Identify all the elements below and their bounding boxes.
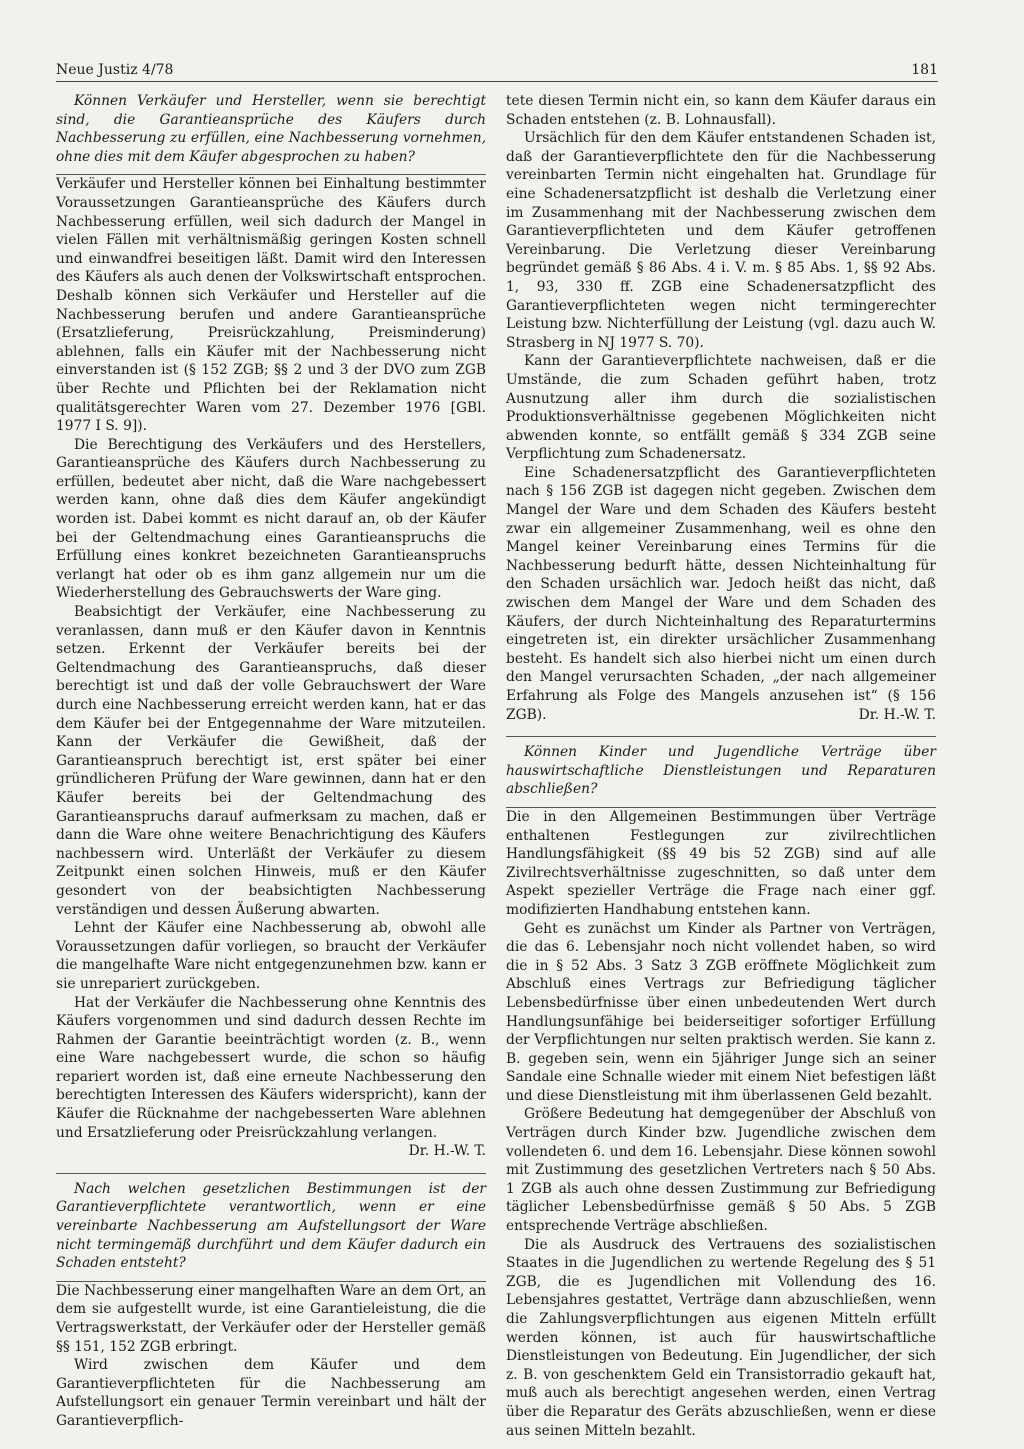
paragraph: Lehnt der Käufer eine Nachbesserung ab, obwohl alle Voraussetzungen dafür vorliegen, so braucht der Verkäufer die mangelhafte Ware nicht entgegenzunehmen bzw. kann er sie unrepariert zurückgeben. — [56, 920, 486, 992]
paragraph: Wird zwischen dem Käufer und dem Garantieverpflichteten für die Nachbesserung am Aufstellungsort ein genauer Termin vereinbart und hält der Garantieverpflich- — [56, 1357, 486, 1429]
page-number: 181 — [911, 62, 938, 78]
paragraph: Kann der Garantieverpflichtete nachweisen, daß er die Umstände, die zum Schaden geführt haben, trotz Ausnutzung aller ihm durch die sozialistischen Produktionsverhältnisse gegebenen Möglichkeiten nicht abwenden konnte, so entfällt gemäß § 334 ZGB seine Verpflichtung zum Schadenersatz. — [506, 353, 936, 463]
journal-title: Neue Justiz 4/78 — [56, 62, 174, 78]
paragraph: Geht es zunächst um Kinder als Partner von Verträgen, die das 6. Lebensjahr noch nicht vollendet haben, so wird die in § 52 Abs. 3 Satz 3 ZGB eröffnete Möglichkeit zum Abschluß eines Vertrags zur Befriedigung täglicher Lebensbedürfnisse über einen unbedeutenden Wert durch Handlungsunfähige bei beiderseitiger sofortiger Erfüllung der Verpflichtungen nur selten praktisch werden. Sie kann z. B. gegeben sein, wenn ein 5jähriger Junge sich an seiner Sandale eine Schnalle wieder mit einem Niet befestigen läßt und diese Dienstleistung mit ihm überlassenen Geld bezahlt. — [506, 920, 936, 1104]
paragraph: Ursächlich für den dem Käufer entstandenen Schaden ist, daß der Garantieverpflichtete den für die Nachbesserung vereinbarten Termin nicht eingehalten hat. Grundlage für eine Schadenersatzpflicht ist deshalb die Verletzung einer im Zusammenhang mit der Nachbesserung zwischen dem Garantieverpflichteten und dem Käufer getroffenen Vereinbarung. Die Verletzung dieser Vereinbarung begründet gemäß § 86 Abs. 4 i. V. m. § 85 Abs. 1, §§ 92 Abs. 1, 93, 330 ff. ZGB eine Schadenersatzpflicht des Garantieverpflichteten wegen nicht termingerechter Leistung bzw. Nichterfüllung der Leistung (vgl. dazu auch W. Strasberg in NJ 1977 S. 70). — [506, 130, 936, 351]
paragraph: tete diesen Termin nicht ein, so kann dem Käufer daraus ein Schaden entstehen (z. B. Lohnausfall). — [506, 93, 936, 128]
paragraph: Beabsichtigt der Verkäufer, eine Nachbesserung zu veranlassen, dann muß er den Käufer davon in Kenntnis setzen. Erkennt der Verkäufer bereits bei der Geltendmachung des Garantieanspruchs, daß dieser berechtigt ist und daß der volle Gebrauchswert der Ware durch eine Nachbesserung erreicht werden kann, hat er das dem Käufer bei der Entgegennahme der Ware mitzuteilen. Kann der Verkäufer die Gewißheit, daß der Garantieanspruch berechtigt ist, erst später bei einer gründlicheren Prüfung der Ware gewinnen, dann hat er den Käufer bereits bei der Geltendmachung des Garantieanspruchs darauf aufmerksam zu machen, daß er dann die Ware ohne weitere Benachrichtigung des Käufers nachbessern wird. Unterläßt der Verkäufer zu diesem Zeitpunkt einen solchen Hinweis, muß er den Käufer gesondert von der beabsichtigten Nachbesserung verständigen und dessen Äußerung abwarten. — [56, 604, 486, 918]
question-heading: Können Verkäufer und Hersteller, wenn sie berechtigt sind, die Garantieansprüche des Käufers durch Nachbesserung zu erfüllen, eine Nachbesserung vornehmen, ohne dies mit dem Käufer abgesprochen zu haben? — [56, 92, 486, 175]
right-column — [506, 92, 936, 1440]
paragraph: Die in den Allgemeinen Bestimmungen über Verträge enthaltenen Festlegungen zur zivilrechtlichen Handlungsfähigkeit (§§ 49 bis 52 ZGB) sind auf alle Zivilrechtsverhältnisse zugeschnitten, so daß unter dem Aspekt spezieller Verträge die Frage nach einer ggf. modifizierten Handhabung entstehen kann. — [506, 808, 936, 918]
paragraph: Die Berechtigung des Verkäufers und des Herstellers, Garantieansprüche des Käufers durch Nachbesserung zu erfüllen, bedeutet aber nicht, daß die Ware nachgebessert werden kann, ohne daß dies dem Käufer angekündigt worden ist. Dabei kommt es nicht darauf an, ob der Käufer bei der Geltendmachung eines Garantieanspruchs die Erfüllung eines konkret bezeichneten Garantieanspruchs verlangt hat oder ob es ihm ganz allgemein nur um die Wiederherstellung des Gebrauchswerts der Ware ging. — [56, 436, 486, 602]
paragraph: Hat der Verkäufer die Nachbesserung ohne Kenntnis des Käufers vorgenommen und sind dadurch dessen Rechte im Rahmen der Garantie beeinträchtigt worden (z. B., wenn eine Ware nachgebessert wurde, die schon so häufig repariert worden ist, daß eine erneute Nachbesserung den berechtigten Interessen des Käufers widerspricht), kann der Käufer die Rücknahme der nachgebesserten Ware ablehnen und Ersatzlieferung oder Preisrückzahlung verlangen. — [56, 994, 486, 1141]
left-column — [56, 92, 486, 1431]
paragraph: Größere Bedeutung hat demgegenüber der Abschluß von Verträgen durch Kinder bzw. Jugendliche zwischen dem vollendeten 6. und dem 16. Lebensjahr. Diese können sowohl mit Zustimmung des gesetzlichen Vertreters nach § 50 Abs. 1 ZGB als auch ohne dessen Zustimmung zur Befriedigung täglicher Lebensbedürfnisse gemäß § 50 Abs. 5 ZGB entsprechende Verträge abschließen. — [506, 1106, 936, 1235]
paragraph: Verkäufer und Hersteller können bei Einhaltung bestimmter Voraussetzungen Garantieansprüche des Käufers durch Nachbesserung erfüllen, weil sich dadurch der Mangel in vielen Fällen mit verhältnismäßig geringen Kosten schnell und einwandfrei beseitigen läßt. Damit wird den Interessen des Käufers als auch denen der Volkswirtschaft entsprochen. Deshalb können sich Verkäufer und Hersteller auf die Nachbesserung berufen und andere Garantieansprüche (Ersatzlieferung, Preisrückzahlung, Preisminderung) ablehnen, falls ein Käufer mit der Nachbesserung nicht einverstanden ist (§ 152 ZGB; §§ 2 und 3 der DVO zum ZGB über Rechte und Pflichten bei der Reklamation nicht qualitätsgerechter Waren vom 27. Dezember 1976 [GBl. 1977 I S. 9]). — [56, 176, 486, 435]
paragraph: Eine Schadenersatzpflicht des Garantieverpflichteten nach § 156 ZGB ist dagegen nicht gegeben. Zwischen dem Mangel der Ware und dem Schaden des Käufers besteht zwar ein allgemeiner Zusammenhang, weil es ohne den Mangel keiner Vereinbarung eines Termins für die Nachbesserung bedurft hätte, dessen Nichteinhaltung für den Schaden ursächlich war. Jedoch heißt das nicht, daß zwischen dem Mangel der Ware und dem Schaden des Käufers, der durch Nichteinhaltung des Reparaturtermins eingetreten ist, ein direkter ursächlicher Zusammenhang besteht. Es handelt sich also hierbei nicht um einen durch den Mangel verursachten Schaden, „der nach allgemeiner Erfahrung als Folge des Mangels anzusehen ist“ (§ 156 ZGB). — [506, 464, 936, 723]
question-heading: Nach welchen gesetzlichen Bestimmungen ist der Garantieverpflichtete verantwortlich, wenn er eine vereinbarte Nachbesserung am Aufstellungsort der Ware nicht termingemäß durchführt und dem Käufer dadurch ein Schaden entsteht? — [56, 1173, 486, 1282]
author-signature: Dr. H.-W. T. — [408, 1143, 486, 1160]
paragraph: Die Nachbesserung einer mangelhaften Ware an dem Ort, an dem sie aufgestellt wurde, ist eine Garantieleistung, die die Vertragswerkstatt, der Verkäufer oder der Hersteller gemäß §§ 151, 152 ZGB erbringt. — [56, 1282, 486, 1355]
question-heading: Können Kinder und Jugendliche Verträge über hauswirtschaftliche Dienstleistungen und Reparaturen abschließen? — [506, 736, 936, 808]
paragraph: Die als Ausdruck des Vertrauens des sozialistischen Staates in die Jugendlichen zu wertende Regelung des § 51 ZGB, die es Jugendlichen mit Vollendung des 16. Lebensjahres gestattet, Verträge dann abzuschließen, wenn die Zahlungsverpflichtungen aus eigenen Mitteln erfüllt werden können, ist auch für hauswirtschaftliche Dienstleistungen von Bedeutung. Ein Jugendlicher, der sich z. B. von geschenktem Geld ein Transistorradio gekauft hat, muß auch als berechtigt angesehen werden, einen Vertrag über die Reparatur des Geräts abzuschließen, wenn er diese aus seinen Mitteln bezahlt. — [506, 1236, 936, 1439]
author-signature: Dr. H.-W. T. — [858, 706, 936, 723]
page-header — [56, 62, 938, 82]
